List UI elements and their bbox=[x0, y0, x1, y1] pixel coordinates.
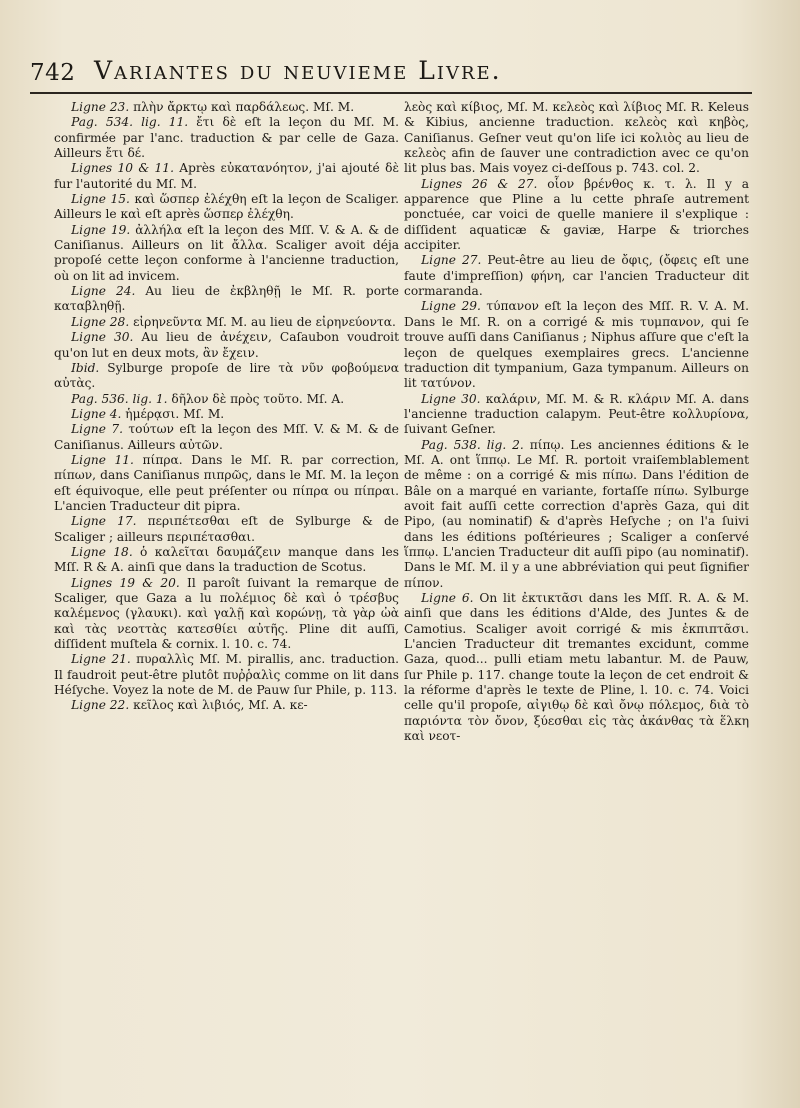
note-reference: Ligne 24. bbox=[71, 284, 136, 299]
variant-note bbox=[54, 576, 399, 653]
variant-note bbox=[404, 177, 749, 254]
variant-note bbox=[54, 422, 399, 453]
note-text: πίπῳ. Les anciennes éditions & le Mſ. A. ont ἵππῳ. Le Mſ. R. portoit vraiſemblablement de même : on a corrigé & mis πίπω. Dans l'édition de Bâle on a marqué en variante, fortaſſe πίπω. Sylburge avoit fait auſſi cette correction d'après Gaza, qui dit Pipo, (au nominatif) & d'après Heſyche ; on l'a ſuivi dans les éditions poſtérieures ; Scaliger a conſervé ἵππῳ. L'ancien Traducteur dit auſſi pipo (au nominatif). Dans le Mſ. M. il y a une abbréviation qui peut ſignifier πίπον. bbox=[404, 437, 750, 590]
variant-note bbox=[54, 330, 399, 361]
note-text: πυραλλὶς Mſ. M. pirallis, anc. traduction. Il faudroit peut-être plutôt πυῤῥαλὶς comme on lit dans Héſyche. Voyez la note de M. de Pauw ſur Phile, p. 113. bbox=[54, 652, 399, 698]
variant-note bbox=[54, 115, 399, 161]
note-text: ἔτι δὲ eſt la leçon du Mſ. M. confirmée par l'anc. traduction & par celle de Gaza. Ailleurs ἔτι δέ. bbox=[54, 115, 399, 161]
variant-note bbox=[404, 438, 749, 591]
note-text: περιπέτεσθαι eſt de Sylburge & de Scaliger ; ailleurs περιπέτασθαι. bbox=[54, 514, 399, 544]
variant-note bbox=[54, 161, 399, 192]
note-reference: Ligne 30. bbox=[71, 330, 134, 345]
note-text: τύπανον eſt la leçon des Mſſ. R. V. A. M. Dans le Mſ. R. on a corrigé & mis τυμπανον, qui ſe trouve auſſi dans Caniſianus ; Niphus aſſure que c'eſt la leçon de quelques exemplaires grecs. L'ancienne traduction dit tympanium, Gaza tympanum. Ailleurs on lit τατύνον. bbox=[404, 299, 749, 391]
note-text: πλὴν ἄρκτῳ καὶ παρδάλεως. Mſ. M. bbox=[129, 100, 355, 114]
note-reference: Ligne 6. bbox=[421, 591, 474, 605]
note-reference: Ligne 18. bbox=[71, 544, 133, 559]
note-text: τούτων eſt la leçon des Mſſ. V. & M. & de Caniſianus. Ailleurs αὐτῶν. bbox=[54, 422, 399, 452]
right-column bbox=[404, 100, 749, 744]
note-text: ἡμέρᾳσι. Mſ. M. bbox=[121, 406, 225, 421]
note-reference: Ligne 22. bbox=[71, 698, 130, 713]
note-text: κεῖλος καὶ λιβιός, Mſ. A. κε- bbox=[129, 698, 308, 713]
note-text: καλάριν, Mſ. M. & R. κλάριν Mſ. A. dans l'ancienne traduction calapym. Peut-être κολλυρίονα, ſuivant Geſner. bbox=[404, 391, 749, 437]
left-column bbox=[54, 100, 399, 714]
note-reference: Ligne 15. bbox=[71, 192, 130, 207]
variant-note bbox=[404, 299, 749, 391]
page-number: 742 bbox=[30, 60, 76, 86]
variant-note bbox=[54, 392, 399, 407]
variant-note bbox=[404, 392, 749, 438]
note-text: Peut-être au lieu de ὄφις, (ὄφεις eſt une faute d'impreſſion) φήνη, car l'ancien Traducteur dit cormaranda. bbox=[404, 253, 749, 299]
note-text: Sylburge propoſe de lire τὰ νῦν φοβούμενα αὐτὰς. bbox=[54, 360, 399, 391]
note-reference: Ligne 27. bbox=[421, 253, 482, 268]
note-reference: Ibid. bbox=[71, 360, 100, 375]
note-reference: Ligne 17. bbox=[71, 514, 137, 529]
note-reference: Ligne 4. bbox=[71, 406, 122, 421]
variant-note bbox=[404, 591, 749, 744]
variant-note bbox=[54, 453, 399, 514]
note-text: ὁ καλεῖται δαυμάζειν manque dans les Mſſ. R & A. ainſi que dans la traduction de Scotus. bbox=[54, 544, 399, 575]
note-reference: Lignes 26 & 27. bbox=[421, 176, 538, 191]
note-text: δῆλον δὲ πρὸς τοῦτο. Mſ. A. bbox=[167, 391, 345, 406]
note-reference: Ligne 28. bbox=[71, 314, 130, 329]
running-title: Variantes du neuvieme Livre. bbox=[94, 56, 502, 85]
note-text: πίπρα. Dans le Mſ. R. par correction, πίπων, dans Caniſianus πιπρῶς, dans le Mſ. M. la leçon eſt équivoque, elle peut préſenter ou πίπρα ou πίπραι. L'ancien Traducteur dit pipra. bbox=[54, 452, 399, 513]
variant-note bbox=[54, 315, 399, 330]
variant-note bbox=[54, 652, 399, 698]
note-text: On lit ἐκτικτᾶσι dans les Mſſ. R. A. & M. ainſi que dans les éditions d'Alde, des Juntes & de Camotius. Scaliger avoit corrigé & mis ἐκπιπτᾶσι. L'ancien Traducteur dit tremantes excidunt, comme Gaza, quod... pulli etiam metu labantur. M. de Pauw, ſur Phile p. 117. change toute la leçon de cet endroit & la réforme d'après le texte de Pline, l. 10. c. 74. Voici celle qu'il propoſe, αἰγιθῳ δὲ καὶ ὄνῳ πόλεμος, διὰ τὸ παριόντα τὸν ὄνον, ξύεσθαι εἰς τὰς ἀκάνθας τὰ ἕλκη καὶ νεοτ- bbox=[404, 591, 750, 744]
note-reference: Ligne 29. bbox=[421, 299, 481, 314]
variant-note bbox=[54, 223, 399, 284]
variant-note bbox=[404, 100, 749, 177]
note-reference: Pag. 538. lig. 2. bbox=[421, 437, 524, 452]
note-text: καὶ ὥσπερ ἐλέχθη eſt la leçon de Scaliger. Ailleurs le καὶ eſt après ὥσπερ ἐλέχθη. bbox=[54, 192, 399, 222]
note-reference: Ligne 23. bbox=[71, 100, 130, 114]
variant-note bbox=[54, 407, 399, 422]
note-text: εἰρηνεῦντα Mſ. M. au lieu de εἰρηνεύοντα. bbox=[129, 314, 396, 329]
note-text: Au lieu de ἐκβληθῇ le Mſ. R. porte καταβληθῇ. bbox=[54, 284, 399, 314]
note-reference: Pag. 534. lig. 11. bbox=[71, 115, 189, 130]
note-text: οἷον βρένθος κ. τ. λ. Il y a apparence que Pline a lu cette phraſe autrement ponctuée, car voici de quelle maniere il s'explique : diſſident aquaticæ & gaviæ, Harpe & triorches accipiter. bbox=[404, 176, 749, 253]
note-reference: Lignes 19 & 20. bbox=[71, 575, 180, 590]
variant-note bbox=[54, 545, 399, 576]
note-text: Il paroît ſuivant la remarque de Scaliger, que Gaza a lu πολέμιος δὲ καὶ ὁ τρέσβυς καλέμενος (γλαυκι). καὶ γαλῇ καὶ κορώνῃ, τὰ γὰρ ὠὰ καὶ τὰς νεοττὰς κατεσθίει αὐτῆς. Pline dit auſſi, diſſident muſtela & cornix. l. 10. c. 74. bbox=[54, 575, 399, 652]
variant-note bbox=[404, 253, 749, 299]
note-reference: Lignes 10 & 11. bbox=[71, 161, 174, 176]
note-text: λεὸς καὶ κίβιος, Mſ. M. κελεὸς καὶ λίβιος Mſ. R. Keleus & Kibius, ancienne traduction. κελεὸς καὶ κηβὸς, Caniſianus. Geſner veut qu'on liſe ici κολιὸς au lieu de κελεὸς afin de ſauver une contradiction avec ce qu'on lit plus bas. Mais voyez ci-deſſous p. 743. col. 2. bbox=[404, 100, 749, 176]
variant-note bbox=[54, 698, 399, 713]
note-text: Après εὐκατανόητον, j'ai ajouté δὲ fur l'autorité du Mſ. M. bbox=[54, 161, 399, 191]
note-text: Au lieu de ἀνέχειν, Caſaubon voudroit qu'on lut en deux mots, ἂν ἔχειν. bbox=[54, 330, 399, 360]
note-reference: Ligne 7. bbox=[71, 422, 123, 437]
variant-note bbox=[54, 361, 399, 392]
note-reference: Ligne 21. bbox=[71, 652, 131, 667]
note-reference: Ligne 30. bbox=[421, 391, 481, 406]
note-text: ἀλλήλα eſt la leçon des Mſſ. V. & A. & de Caniſianus. Ailleurs on lit ἄλλα. Scaliger avoit déja propoſé cette leçon conforme à l'ancienne traduction, où on lit ad invicem. bbox=[54, 222, 399, 283]
variant-note bbox=[54, 284, 399, 315]
header-rule bbox=[30, 92, 752, 94]
variant-note bbox=[54, 192, 399, 223]
variant-note bbox=[54, 514, 399, 545]
note-reference: Ligne 19. bbox=[71, 222, 131, 237]
note-reference: Pag. 536. lig. 1. bbox=[71, 391, 168, 406]
note-reference: Ligne 11. bbox=[71, 452, 134, 467]
page-header bbox=[30, 52, 750, 92]
variant-note bbox=[54, 100, 399, 115]
